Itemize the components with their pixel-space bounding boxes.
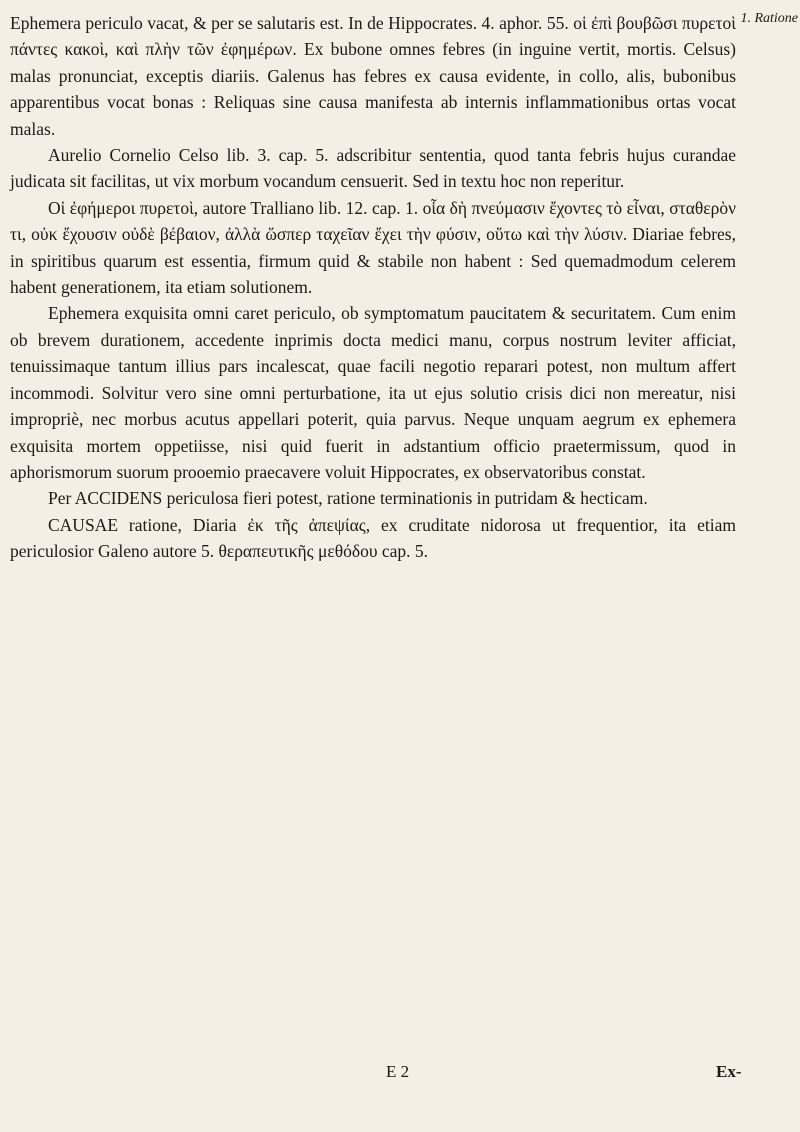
- page-footer: [0, 1062, 800, 1090]
- paragraph-celsus: Aurelio Cornelio Celso lib. 3. cap. 5. adscribitur sententia, quod tanta febris hujus curandae judicata sit facilitas, ut vix morbum vocandum censuerit. Sed in textu hoc non reperitur.: [10, 145, 736, 192]
- paragraph-ephemera-safe: Ephemera periculo vacat, & per se salutaris est. In de Hippocrates. 4. aphor. 55. οἱ ἐπὶ βουβῶσι πυρετοὶ πάντες κακοὶ, καὶ πλὴν τῶν ἐφημέρων. Ex bubone omnes febres (in inguine vertit, mortis. Celsus) malas pronunciat, exceptis diariis. Galenus has febres ex causa evidente, in collo, alis, bubonibus apparentibus vocat bonas : Reliquas sine causa manifesta ab internis inflammationibus ortas vocat malas.: [10, 13, 736, 139]
- body-text: [10, 10, 736, 565]
- paragraph-exquisite-ephemera: Ephemera exquisita omni caret periculo, ob symptomatum paucitatem & securitatem. Cum enim ob brevem durationem, accedente inprimis docta medici manu, corpus nostrum leviter afficiat, tenuissimaque tantum illius pars incalescat, quae facili negotio reparari potest, non multum affert incommodi. Solvitur vero sine omni perturbatione, ita ut ejus solutio crisis dici non mereatur, nisi impropriè, nec morbus acutus appellari poterit, quia parvus. Neque unquam aegrum ex ephemera exquisita mortem oppetiisse, nisi quid fuerit in adstantium officio praetermissum, quod in aphorismorum suorum prooemio praecavere voluit Hippocrates, ex observatoribus constat.: [10, 303, 736, 482]
- signature-mark: E 2: [386, 1062, 410, 1081]
- paragraph-per-accidens: Per ACCIDENS periculosa fieri potest, ratione terminationis in putridam & hecticam.: [48, 488, 648, 509]
- paragraph-causae: CAUSAE ratione, Diaria ἐκ τῆς ἀπεψίας, ex cruditate nidorosa ut frequentior, ita etiam periculosior Galeno autore 5. θεραπευτικῆς μεθόδου cap. 5.: [10, 514, 736, 562]
- catchword: Ex-: [716, 1062, 742, 1081]
- paragraph-trallianus: Οἱ ἐφήμεροι πυρετοὶ, autore Tralliano lib. 12. cap. 1. οἷα δὴ πνεύμασιν ἔχοντες τὸ εἶναι, σταθερὸν τι, οὐκ ἔχουσιν οὐδὲ βέβαιον, ἀλλὰ ὥσπερ ταχεῖαν ἔχει τὴν φύσιν, οὕτω καὶ τὴν λύσιν. Diariae febres, in spiritibus quarum est essentia, firmum quid & stabile non habent : Sed quemadmodum celerem habent generationem, ita etiam solutionem.: [10, 197, 736, 298]
- margin-note: 1. Ratione: [740, 11, 798, 26]
